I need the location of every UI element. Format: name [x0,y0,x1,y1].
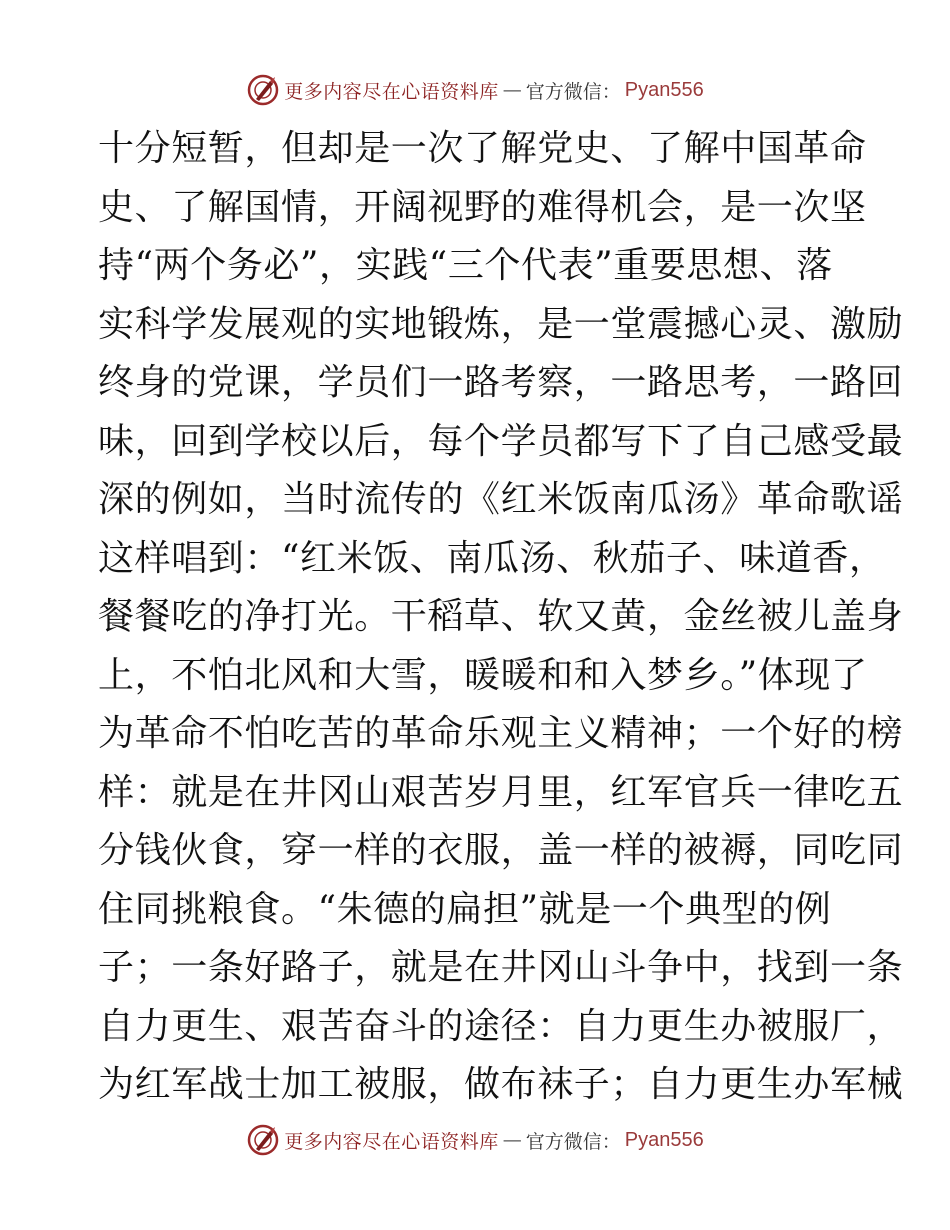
header-wechat-label: 官方微信： [525,80,621,103]
footer-site-text: 更多内容尽在心语资料库 [284,1130,499,1153]
header-dash: — [502,79,522,101]
footer-wechat-label: 官方微信： [525,1130,621,1153]
quill-logo-icon [246,1123,280,1157]
body-line: 深的例如，当时流传的《红米饭南瓜汤》革命歌谣 [98,479,904,520]
footer-wechat-id: Pyan556 [624,1128,704,1151]
body-line: 终身的党课，学员们一路考察，一路思考，一路回 [98,362,904,403]
footer-watermark [0,1120,950,1160]
document-body [98,120,904,1115]
body-line: 分钱伙食，穿一样的衣服，盖一样的被褥，同吃同 [98,830,904,871]
body-line: 上，不怕北风和大雪，暖暖和和入梦乡。”体现了 [98,654,868,696]
header-watermark [0,70,950,110]
body-line: 为红军战士加工被服，做布袜子；自力更生办军械 [98,1064,904,1105]
body-line: 住同挑粮食。“朱德的扁担”就是一个典型的例 [98,888,832,930]
body-line: 史、了解国情，开阔视野的难得机会，是一次坚 [98,186,867,228]
body-line: 这样唱到：“红米饭、南瓜汤、秋茄子、味道香， [98,537,886,579]
body-line: 十分短暂，但却是一次了解党史、了解中国革命 [98,128,867,169]
body-line: 自力更生、艰苦奋斗的途径：自力更生办被服厂， [98,1005,904,1047]
body-line: 持“两个务必”，实践“三个代表”重要思想、落 [98,245,833,286]
body-line: 餐餐吃的净打光。干稻草、软又黄，金丝被儿盖身 [98,596,904,637]
quill-logo-icon [246,73,280,107]
body-line: 实科学发展观的实地锻炼，是一堂震撼心灵、激励 [98,303,904,345]
header-site-text: 更多内容尽在心语资料库 [284,80,499,103]
body-line: 为革命不怕吃苦的革命乐观主义精神；一个好的榜 [98,713,904,754]
body-line: 子；一条好路子，就是在井冈山斗争中，找到一条 [98,947,904,988]
footer-dash: — [502,1129,522,1151]
header-wechat-id: Pyan556 [624,78,704,101]
body-line: 味，回到学校以后，每个学员都写下了自己感受最 [98,420,904,462]
body-line: 样：就是在井冈山艰苦岁月里，红军官兵一律吃五 [98,771,904,813]
